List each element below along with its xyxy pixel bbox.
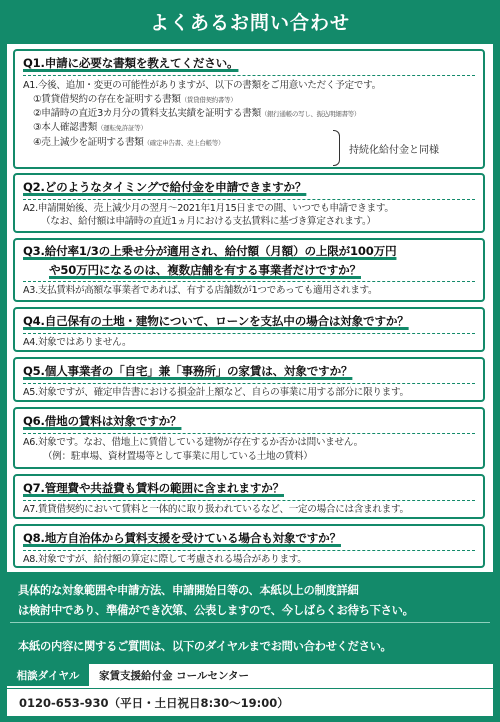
faq-q1	[13, 49, 485, 169]
contact-box	[7, 664, 493, 716]
question-title: Q3.給付率1/3の上乗せ分が適用され、給付額（月額）の上限が100万円	[23, 244, 397, 258]
faq-q4	[13, 307, 485, 352]
answer-text: A8.対象ですが、給付額の算定に際して考慮される場合があります。	[23, 554, 307, 565]
phone-number[interactable]: 0120-653-930（平日・土日祝日8:30～19:00）	[19, 696, 289, 710]
document-item	[33, 122, 147, 134]
divider	[23, 333, 475, 334]
answer-text: A2.申請開始後、売上減少月の翌月～2021年1月15日までの間、いつでも申請できます。	[23, 203, 394, 214]
document-item	[33, 137, 224, 149]
answer-text: A7.賃貸借契約において賃料と一体的に取り扱われているなど、一定の場合には含まれます。	[23, 504, 409, 515]
document-main: ②申請時の直近3カ月分の賃料支払実績を証明する書類	[33, 108, 261, 119]
brace-bracket	[333, 130, 340, 166]
document-main: ③本人確認書類	[33, 122, 98, 133]
faq-q7	[13, 474, 485, 519]
divider	[23, 500, 475, 501]
document-item	[33, 108, 360, 120]
faq-q8	[13, 524, 485, 568]
faq-panel	[7, 44, 493, 572]
bracket-note: 持続化給付金と同様	[349, 145, 439, 156]
contact-label: 相談ダイヤル	[7, 664, 89, 686]
faq-q6	[13, 407, 485, 469]
question-title: Q7.管理費や共益費も賃料の範囲に含まれますか？	[23, 481, 284, 495]
document-main: ④売上減少を証明する書類	[33, 137, 144, 148]
answer-text: A4.対象ではありません。	[23, 337, 132, 348]
faq-q2	[13, 173, 485, 233]
document-note: （銀行通帳の写し、振込明細書等）	[260, 110, 361, 118]
question-title: Q2.どのようなタイミングで給付金を申請できますか？	[23, 180, 307, 194]
divider	[23, 550, 475, 551]
divider	[23, 383, 475, 384]
answer-text: （例：駐車場、資材置場等として事業に用している土地の賃料）	[43, 451, 313, 462]
divider	[7, 688, 493, 689]
question-title-line2: や50万円になるのは、複数店舗を有する事業者だけですか？	[49, 263, 361, 277]
inquiry-text: 本紙の内容に関するご質問は、以下のダイヤルまでお問い合わせください。	[18, 640, 392, 653]
divider	[23, 433, 475, 434]
answer-text: A6.対象です。なお、借地上に賃借している建物が存在するか否かは問いません。	[23, 437, 363, 448]
divider	[23, 75, 475, 76]
question-title: Q8.地方自治体から賃料支援を受けている場合も対象ですか？	[23, 531, 341, 545]
document-main: ①賃貸借契約の存在を証明する書類	[33, 94, 181, 105]
document-item	[33, 94, 237, 106]
document-note: （賃貸借契約書等）	[180, 96, 237, 104]
question-title: Q4.自己保有の土地・建物について、ローンを支払中の場合は対象ですか？	[23, 314, 409, 328]
question-title: Q1.申請に必要な書類を教えてください。	[23, 56, 239, 70]
question-title: Q6.借地の賃料は対象ですか？	[23, 414, 182, 428]
notice-text: は検討中であり、準備ができ次第、公表しますので、今しばらくお待ち下さい。	[18, 604, 414, 617]
answer-text: A5.対象ですが、確定申告書における損金計上額など、自らの事業に用する部分に限ります。	[23, 387, 409, 398]
divider	[23, 199, 475, 200]
faq-q5	[13, 357, 485, 402]
answer-text: A1.今後、追加・変更の可能性がありますが、以下の書類をご用意いただく予定です。	[23, 80, 381, 91]
contact-center-name: 家賃支援給付金 コールセンター	[99, 670, 250, 682]
document-note: （運転免許証等）	[97, 124, 147, 132]
page-title: よくあるお問い合わせ	[149, 11, 350, 34]
answer-text: A3.支払賃料が高額な事業者であれば、有する店舗数が1つであっても適用されます。	[23, 285, 378, 296]
divider	[23, 281, 475, 282]
divider	[10, 622, 490, 623]
document-note: （確定申告書、売上台帳等）	[143, 139, 225, 147]
notice-text: 具体的な対象範囲や申請方法、申請開始日等の、本紙以上の制度詳細	[18, 584, 359, 597]
answer-text: （なお、給付額は申請時の直近1ヵ月における支払賃料に基づき算定されます。）	[41, 216, 376, 227]
faq-q3	[13, 238, 485, 302]
question-title: Q5.個人事業者の「自宅」兼「事務所」の家賃は、対象ですか？	[23, 364, 353, 378]
